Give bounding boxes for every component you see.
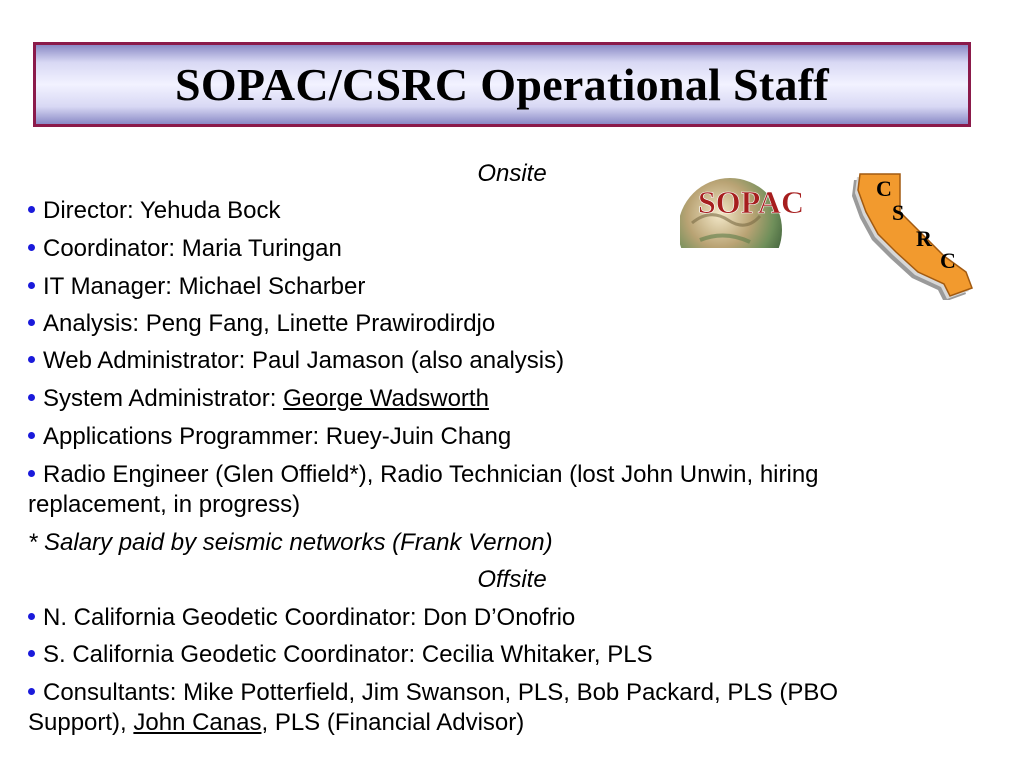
- list-item: Director: Yehuda Bock: [28, 196, 998, 226]
- bullet-icon: [28, 470, 35, 477]
- bullet-icon: [28, 432, 35, 439]
- john-canas-link[interactable]: John Canas: [133, 709, 262, 736]
- bullet-icon: [28, 688, 35, 695]
- csrc-letter-r: R: [916, 226, 932, 251]
- list-item: Applications Programmer: Ruey-Juin Chang: [28, 422, 998, 452]
- title-bar: [33, 42, 971, 127]
- bullet-icon: [28, 206, 35, 213]
- csrc-letter-s: S: [892, 200, 905, 225]
- george-wadsworth-link[interactable]: George Wadsworth: [283, 385, 489, 412]
- list-item-continuation: replacement, in progress): [28, 491, 301, 518]
- page-title: SOPAC/CSRC Operational Staff: [174, 59, 830, 110]
- bullet-icon: [28, 244, 35, 251]
- bullet-icon: [28, 650, 35, 657]
- bullet-icon: [28, 356, 35, 363]
- bullet-icon: [28, 282, 35, 289]
- offsite-heading: Offsite: [477, 566, 547, 593]
- csrc-letter-c1: C: [876, 176, 892, 201]
- list-item-continuation: Support), John Canas, PLS (Financial Advisor): [28, 709, 525, 736]
- list-item: Consultants: Mike Potterfield, Jim Swanson, PLS, Bob Packard, PLS (PBO: [28, 678, 998, 708]
- bullet-icon: [28, 319, 35, 326]
- footnote: * Salary paid by seismic networks (Frank Vernon): [28, 529, 553, 556]
- csrc-letter-c2: C: [940, 248, 956, 273]
- sopac-logo-text: SOPAC: [698, 184, 805, 220]
- list-item: S. California Geodetic Coordinator: Cecilia Whitaker, PLS: [28, 640, 998, 670]
- bullet-icon: [28, 394, 35, 401]
- list-item: IT Manager: Michael Scharber: [28, 272, 998, 302]
- list-item: Analysis: Peng Fang, Linette Prawirodirdjo: [28, 309, 998, 339]
- list-item: Coordinator: Maria Turingan: [28, 234, 998, 264]
- bullet-icon: [28, 613, 35, 620]
- list-item: Web Administrator: Paul Jamason (also analysis): [28, 346, 998, 376]
- list-item: Radio Engineer (Glen Offield*), Radio Technician (lost John Unwin, hiring: [28, 460, 998, 490]
- onsite-heading: Onsite: [477, 160, 547, 187]
- list-item: System Administrator: George Wadsworth: [28, 384, 998, 414]
- list-item: N. California Geodetic Coordinator: Don D’Onofrio: [28, 603, 998, 633]
